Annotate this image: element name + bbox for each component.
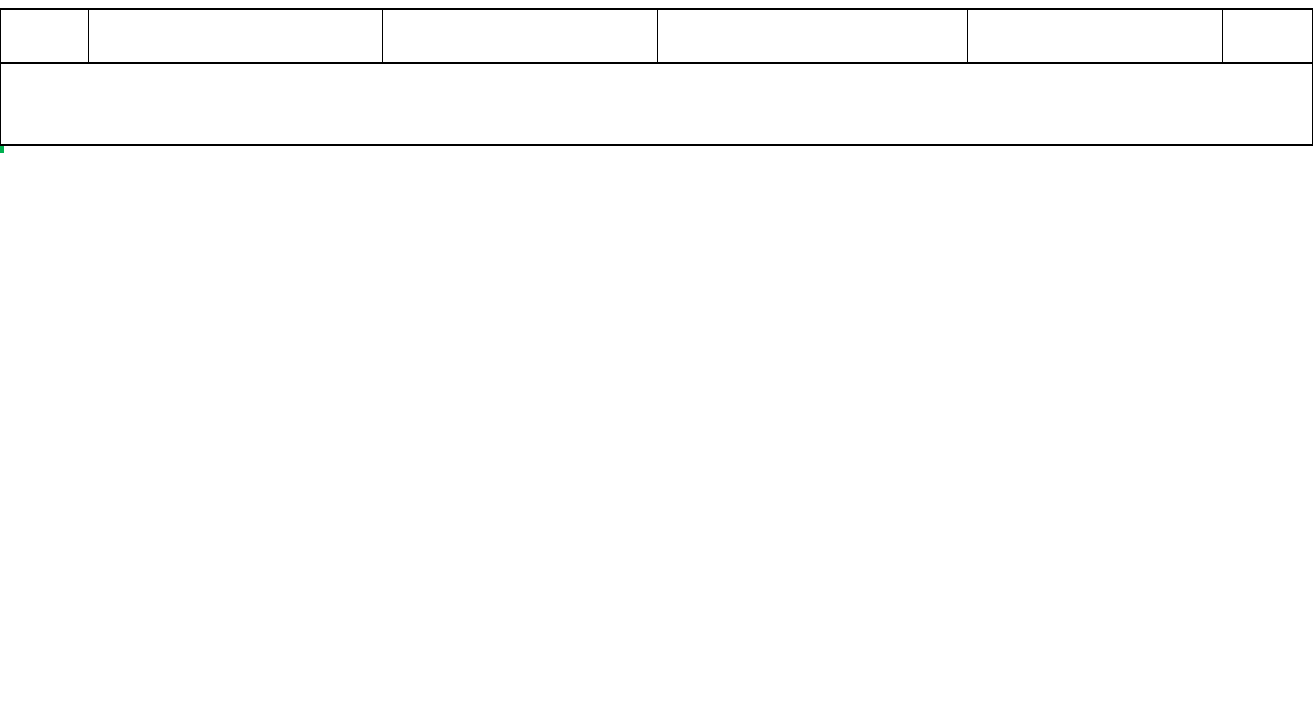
- bottom-grid-remnant: [0, 146, 1313, 153]
- header-draw-numbers: [89, 10, 384, 62]
- header-prev-numbers: [383, 10, 658, 62]
- k8-table: [0, 10, 1313, 64]
- top-grid-remnant: [0, 0, 1313, 10]
- header-period: [1, 10, 89, 62]
- notes-block: [0, 64, 1313, 146]
- selection-marker: [0, 146, 4, 153]
- header-hit-count: [1223, 10, 1312, 62]
- table-header-row: [1, 10, 1312, 64]
- header-repeat-numbers: [968, 10, 1224, 62]
- header-neighbor-numbers: [658, 10, 968, 62]
